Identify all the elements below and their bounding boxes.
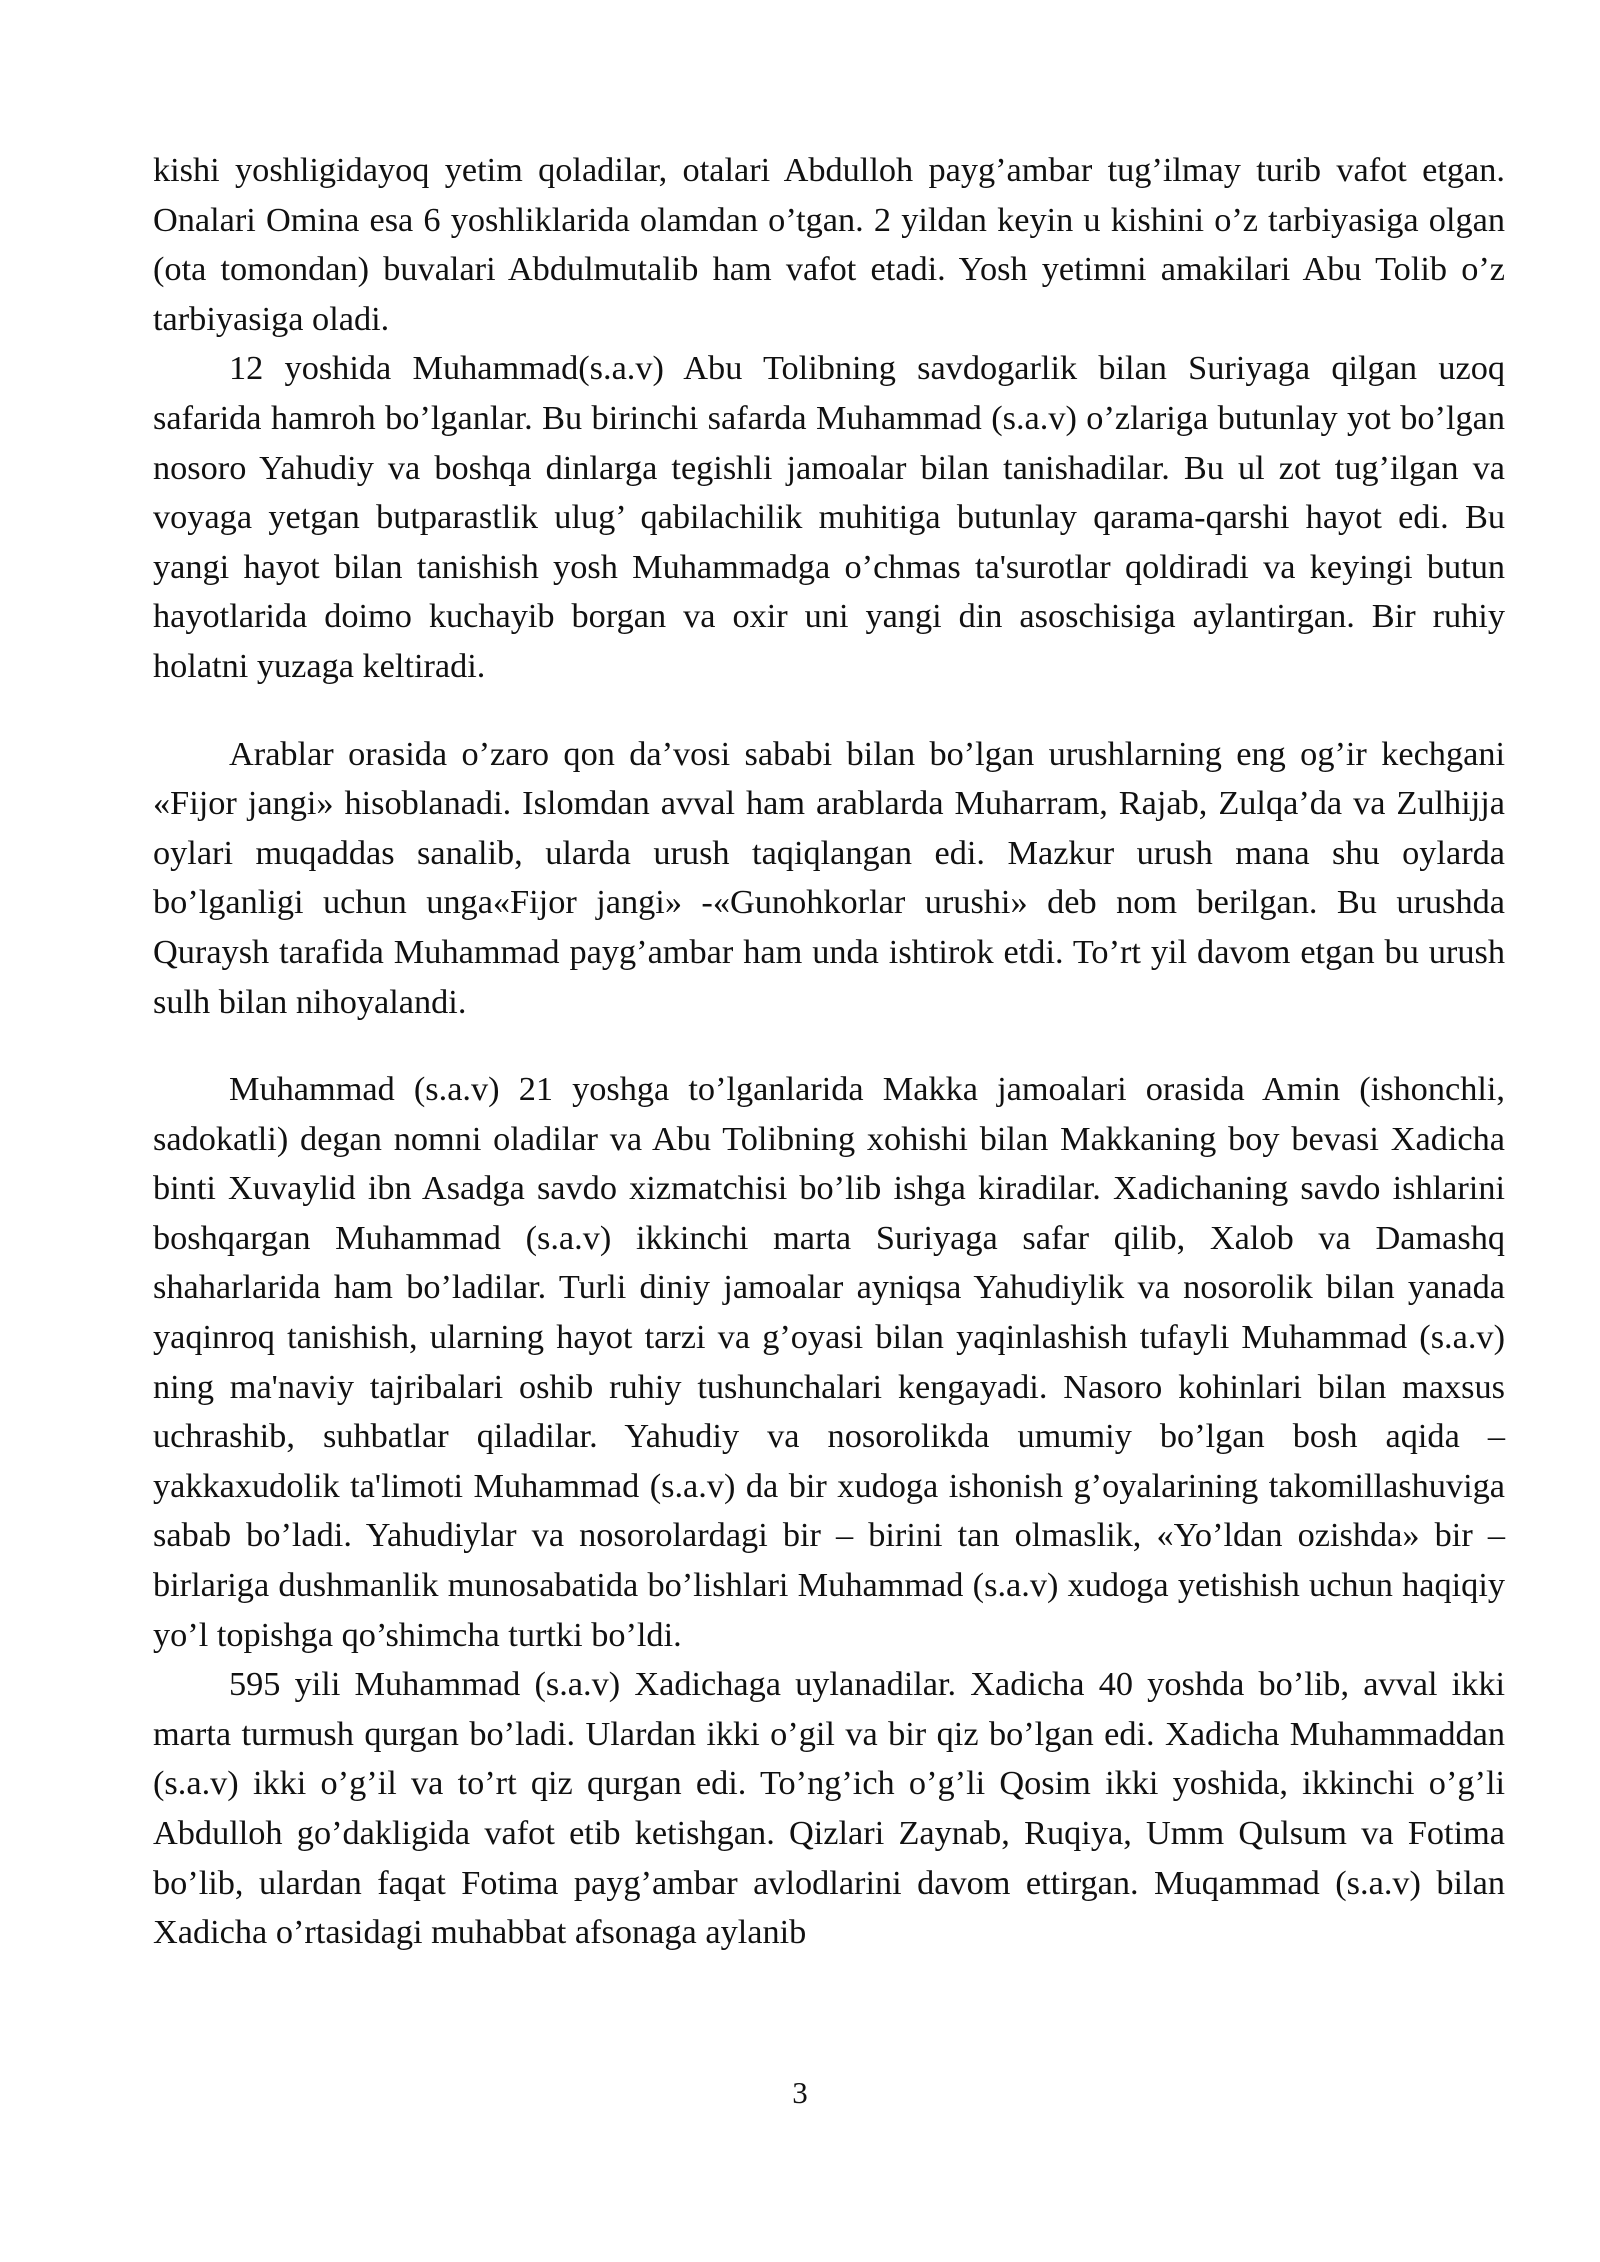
paragraph-2: 12 yoshida Muhammad(s.a.v) Abu Tolibning savdogarlik bilan Suriyaga qilgan uzoq safarida hamroh bo’lganlar. Bu birinchi safarda Muhammad (s.a.v) o’zlariga butunlay yot bo’lgan nosoro Yahudiy va boshqa dinlarga tegishli jamoalar bilan tanishadilar. Bu ul zot tug’ilgan va voyaga yetgan butparastlik ulug’ qabilachilik muhitiga butunlay qarama-qarshi hayot edi. Bu yangi hayot bilan tanishish yosh Muhammadga o’chmas ta'surotlar qoldiradi va keyingi butun hayotlarida doimo kuchayib borgan va oxir uni yangi din asoschisiga aylantirgan. Bir ruhiy holatni yuzaga keltiradi. bbox=[153, 349, 1505, 685]
page-number: 3 bbox=[792, 2075, 808, 2110]
document-page bbox=[153, 146, 1505, 1958]
paragraph-1: kishi yoshligidayoq yetim qoladilar, otalari Abdulloh payg’ambar tug’ilmay turib vafot etgan. Onalari Omina esa 6 yoshliklarida olamdan o’tgan. 2 yildan keyin u kishini o’z tarbiyasiga olgan (ota tomondan) buvalari Abdulmutalib ham vafot etadi. Yosh yetimni amakilari Abu Tolib o’z tarbiyasiga oladi. bbox=[153, 151, 1505, 338]
paragraph-4: Muhammad (s.a.v) 21 yoshga to’lganlarida Makka jamoalari orasida Amin (ishonchli, sadokatli) degan nomni oladilar va Abu Tolibning xohishi bilan Makkaning boy bevasi Xadicha binti Xuvaylid ibn Asadga savdo xizmatchisi bo’lib ishga kiradilar. Xadichaning savdo ishlarini boshqargan Muhammad (s.a.v) ikkinchi marta Suriyaga safar qilib, Xalob va Damashq shaharlarida ham bo’ladilar. Turli diniy jamoalar ayniqsa Yahudiylik va nosorolik bilan yanada yaqinroq tanishish, ularning hayot tarzi va g’oyasi bilan yaqinlashish tufayli Muhammad (s.a.v) ning ma'naviy tajribalari oshib ruhiy tushunchalari kengayadi. Nasoro kohinlari bilan maxsus uchrashib, suhbatlar qiladilar. Yahudiy va nosorolikda umumiy bo’lgan bosh aqida – yakkaxudolik ta'limoti Muhammad (s.a.v) da bir xudoga ishonish g’oyalarining takomillashuviga sabab bo’ladi. Yahudiylar va nosorolardagi bir – birini tan olmaslik, «Yo’ldan ozishda» bir – birlariga dushmanlik munosabatida bo’lishlari Muhammad (s.a.v) xudoga yetishish uchun haqiqiy yo’l topishga qo’shimcha turtki bo’ldi. bbox=[153, 1070, 1505, 1654]
paragraph-3: Arablar orasida o’zaro qon da’vosi sababi bilan bo’lgan urushlarning eng og’ir kechgani «Fijor jangi» hisoblanadi. Islomdan avval ham arablarda Muharram, Rajab, Zulqa’da va Zulhijja oylari muqaddas sanalib, ularda urush taqiqlangan edi. Mazkur urush mana shu oylarda bo’lganligi uchun unga«Fijor jangi» -«Gunohkorlar urushi» deb nom berilgan. Bu urushda Quraysh tarafida Muhammad payg’ambar ham unda ishtirok etdi. To’rt yil davom etgan bu urush sulh bilan nihoyalandi. bbox=[153, 734, 1505, 1021]
paragraph-5: 595 yili Muhammad (s.a.v) Xadichaga uylanadilar. Xadicha 40 yoshda bo’lib, avval ikki marta turmush qurgan bo’ladi. Ulardan ikki o’gil va bir qiz bo’lgan edi. Xadicha Muhammaddan (s.a.v) ikki o’g’il va to’rt qiz qurgan edi. To’ng’ich o’g’li Qosim ikki yoshida, ikkinchi o’g’li Abdulloh go’dakligida vafot etib ketishgan. Qizlari Zaynab, Ruqiya, Umm Qulsum va Fotima bo’lib, ulardan faqat Fotima payg’ambar avlodlarini davom ettirgan. Muqammad (s.a.v) bilan Xadicha o’rtasidagi muhabbat afsonaga aylanib bbox=[153, 1665, 1505, 1952]
